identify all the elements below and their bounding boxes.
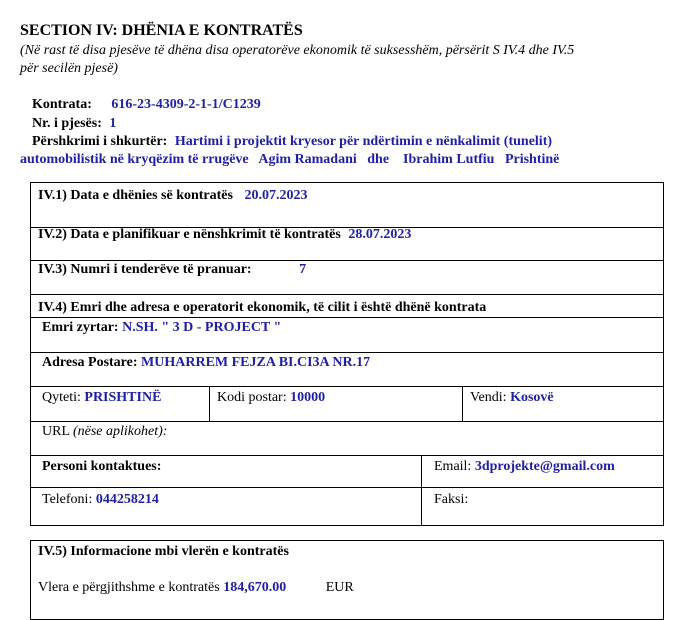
contract-value: 616-23-4309-2-1-1/C1239 (111, 97, 261, 112)
description-label: Përshkrimi i shkurtër: (32, 134, 168, 149)
city-label: Qyteti: (42, 390, 81, 405)
section-note-line2: për secilën pjesë) (20, 61, 118, 76)
col-divider-3 (421, 455, 422, 526)
row-divider-5 (30, 487, 664, 488)
section-title: SECTION IV: DHËNIA E KONTRATËS (20, 22, 303, 39)
city-cell (42, 390, 161, 406)
email-value: 3dprojekte@gmail.com (474, 459, 615, 474)
part-label: Nr. i pjesës: (32, 116, 102, 131)
iv2-value: 28.07.2023 (348, 227, 412, 242)
email-label: Email: (434, 459, 472, 474)
iv1-label: IV.1) Data e dhënies së kontratës (38, 188, 233, 203)
col-divider-2 (462, 386, 463, 421)
row-divider-2 (30, 386, 664, 387)
iv5-label: IV.5) Informacione mbi vlerën e kontratës (38, 544, 289, 559)
iv1-value: 20.07.2023 (244, 188, 308, 203)
iv2-row (38, 227, 411, 243)
official-name-label: Emri zyrtar (42, 320, 114, 335)
city-value: PRISHTINË (84, 390, 162, 405)
description-line1: Hartimi i projektit kryesor për ndërtimin e nënkalimit (tunelit) (174, 134, 553, 149)
postal-label: Adresa Postare: (42, 355, 138, 370)
official-name-row: Emri zyrtar: N.SH. " 3 D - PROJECT " (42, 320, 282, 335)
row-divider-1 (30, 352, 664, 353)
postal-row (42, 355, 370, 371)
row-divider-4 (30, 455, 664, 456)
official-name-value: N.SH. " 3 D - PROJECT " (122, 320, 282, 335)
phone-value: 044258214 (95, 492, 159, 507)
section-note-line1: (Në rast të disa pjesëve të dhëna disa operatorëve ekonomik të suksesshëm, përsërit S IV.4 dhe IV.5 (20, 43, 575, 58)
iv4-label: IV.4) Emri dhe adresa e operatorit ekonomik, të cilit i është dhënë kontrata (38, 300, 487, 315)
currency: EUR (325, 580, 354, 595)
col-divider-1 (209, 386, 210, 421)
country-cell (470, 390, 554, 406)
zip-value: 10000 (290, 390, 326, 405)
total-value-row (38, 580, 354, 596)
url-row (42, 424, 167, 440)
contract-label: Kontrata: (32, 97, 92, 112)
zip-label: Kodi postar: (217, 390, 287, 405)
phone-cell (42, 492, 159, 508)
country-value: Kosovë (510, 390, 554, 405)
iv1-row (38, 188, 307, 204)
iv3-row (38, 262, 306, 278)
country-label: Vendi: (470, 390, 507, 405)
part-row (32, 116, 116, 132)
contract-row (32, 97, 261, 113)
description-line2: automobilistik në kryqëzim të rrugëve Agim Ramadani dhe Ibrahim Lutfiu Prishtinë (20, 152, 560, 167)
fax-label: Faksi: (434, 492, 469, 507)
email-cell (434, 459, 615, 475)
iv4-divider (30, 317, 664, 318)
description-row (32, 134, 552, 150)
postal-value: MUHARREM FEJZA BI.CI3A NR.17 (141, 355, 371, 370)
url-note: (nëse aplikohet): (72, 424, 168, 439)
url-label: URL (42, 424, 70, 439)
total-label: Vlera e përgjithshme e kontratës (38, 580, 220, 595)
row-divider-3 (30, 421, 664, 422)
total-value: 184,670.00 (223, 580, 287, 595)
part-value: 1 (109, 116, 117, 131)
phone-label: Telefoni: (42, 492, 93, 507)
zip-cell (217, 390, 325, 406)
iv3-label: IV.3) Numri i tenderëve të pranuar: (38, 262, 252, 277)
iv3-value: 7 (299, 262, 307, 277)
iv2-label: IV.2) Data e planifikuar e nënshkrimit të kontratës (38, 227, 341, 242)
contact-label: Personi kontaktues: (42, 459, 162, 474)
